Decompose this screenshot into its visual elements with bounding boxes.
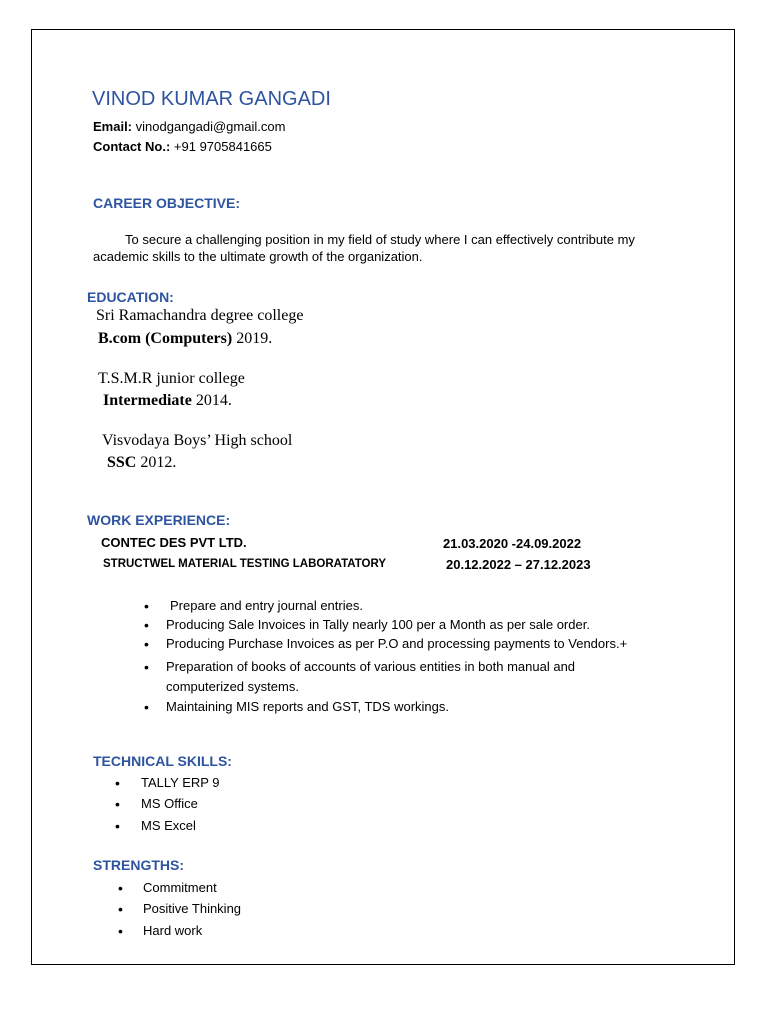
job-dates: 21.03.2020 -24.09.2022 [443,536,582,551]
education-degree: B.com (Computers) [98,330,233,347]
list-item: • TALLY ERP 9 [115,775,415,796]
technical-skills-list [115,775,415,833]
education-school: Visvodaya Boys’ High school [102,432,293,449]
education-heading: EDUCATION: [87,289,174,305]
contact-value: +91 9705841665 [173,139,272,154]
education-degree-line [103,392,232,410]
list-item: • Preparation of books of accounts of various entities in both manual and computerized systems. [144,657,636,699]
email-value: vinodgangadi@gmail.com [135,119,286,134]
education-degree-line [107,454,176,472]
list-item: • Producing Sale Invoices in Tally nearly 100 per a Month as per sale order. [144,617,664,636]
job-company: STRUCTWEL MATERIAL TESTING LABORATATORY [103,558,387,570]
list-item: • MS Excel [115,818,415,833]
education-school: T.S.M.R junior college [98,370,245,387]
education-year: 2012. [140,454,177,471]
list-item: • MS Office [115,796,415,818]
list-item: • Commitment [118,880,418,901]
strengths-heading: STRENGTHS: [93,857,184,873]
list-item: • Hard work [118,923,418,938]
work-experience-heading: WORK EXPERIENCE: [87,512,231,528]
contact-line [93,139,272,154]
strengths-list [118,880,418,938]
list-item: • Maintaining MIS reports and GST, TDS workings. [144,699,664,714]
job-company: CONTEC DES PVT LTD. [101,535,247,550]
education-degree: SSC [107,454,137,471]
career-objective-text: To secure a challenging position in my field of study where I can effectively contribute my academic skills to the ultimate growth of the organization. [93,232,635,264]
list-item: • Positive Thinking [118,901,418,923]
job-dates: 20.12.2022 – 27.12.2023 [446,557,591,572]
email-line [93,119,285,134]
education-degree: Intermediate [103,392,192,409]
duties-list [144,598,664,714]
education-year: 2019. [236,330,273,347]
career-objective-heading: CAREER OBJECTIVE: [93,195,241,211]
email-label: Email: [93,119,133,134]
contact-label: Contact No.: [93,139,171,154]
education-degree-line [98,330,272,348]
list-item: • Producing Purchase Invoices as per P.O and processing payments to Vendors.+ [144,636,664,657]
list-item: • Prepare and entry journal entries. [144,598,664,617]
technical-skills-heading: TECHNICAL SKILLS: [93,753,232,769]
candidate-name: VINOD KUMAR GANGADI [92,88,331,110]
education-year: 2014. [195,392,232,409]
education-school: Sri Ramachandra degree college [96,307,304,324]
